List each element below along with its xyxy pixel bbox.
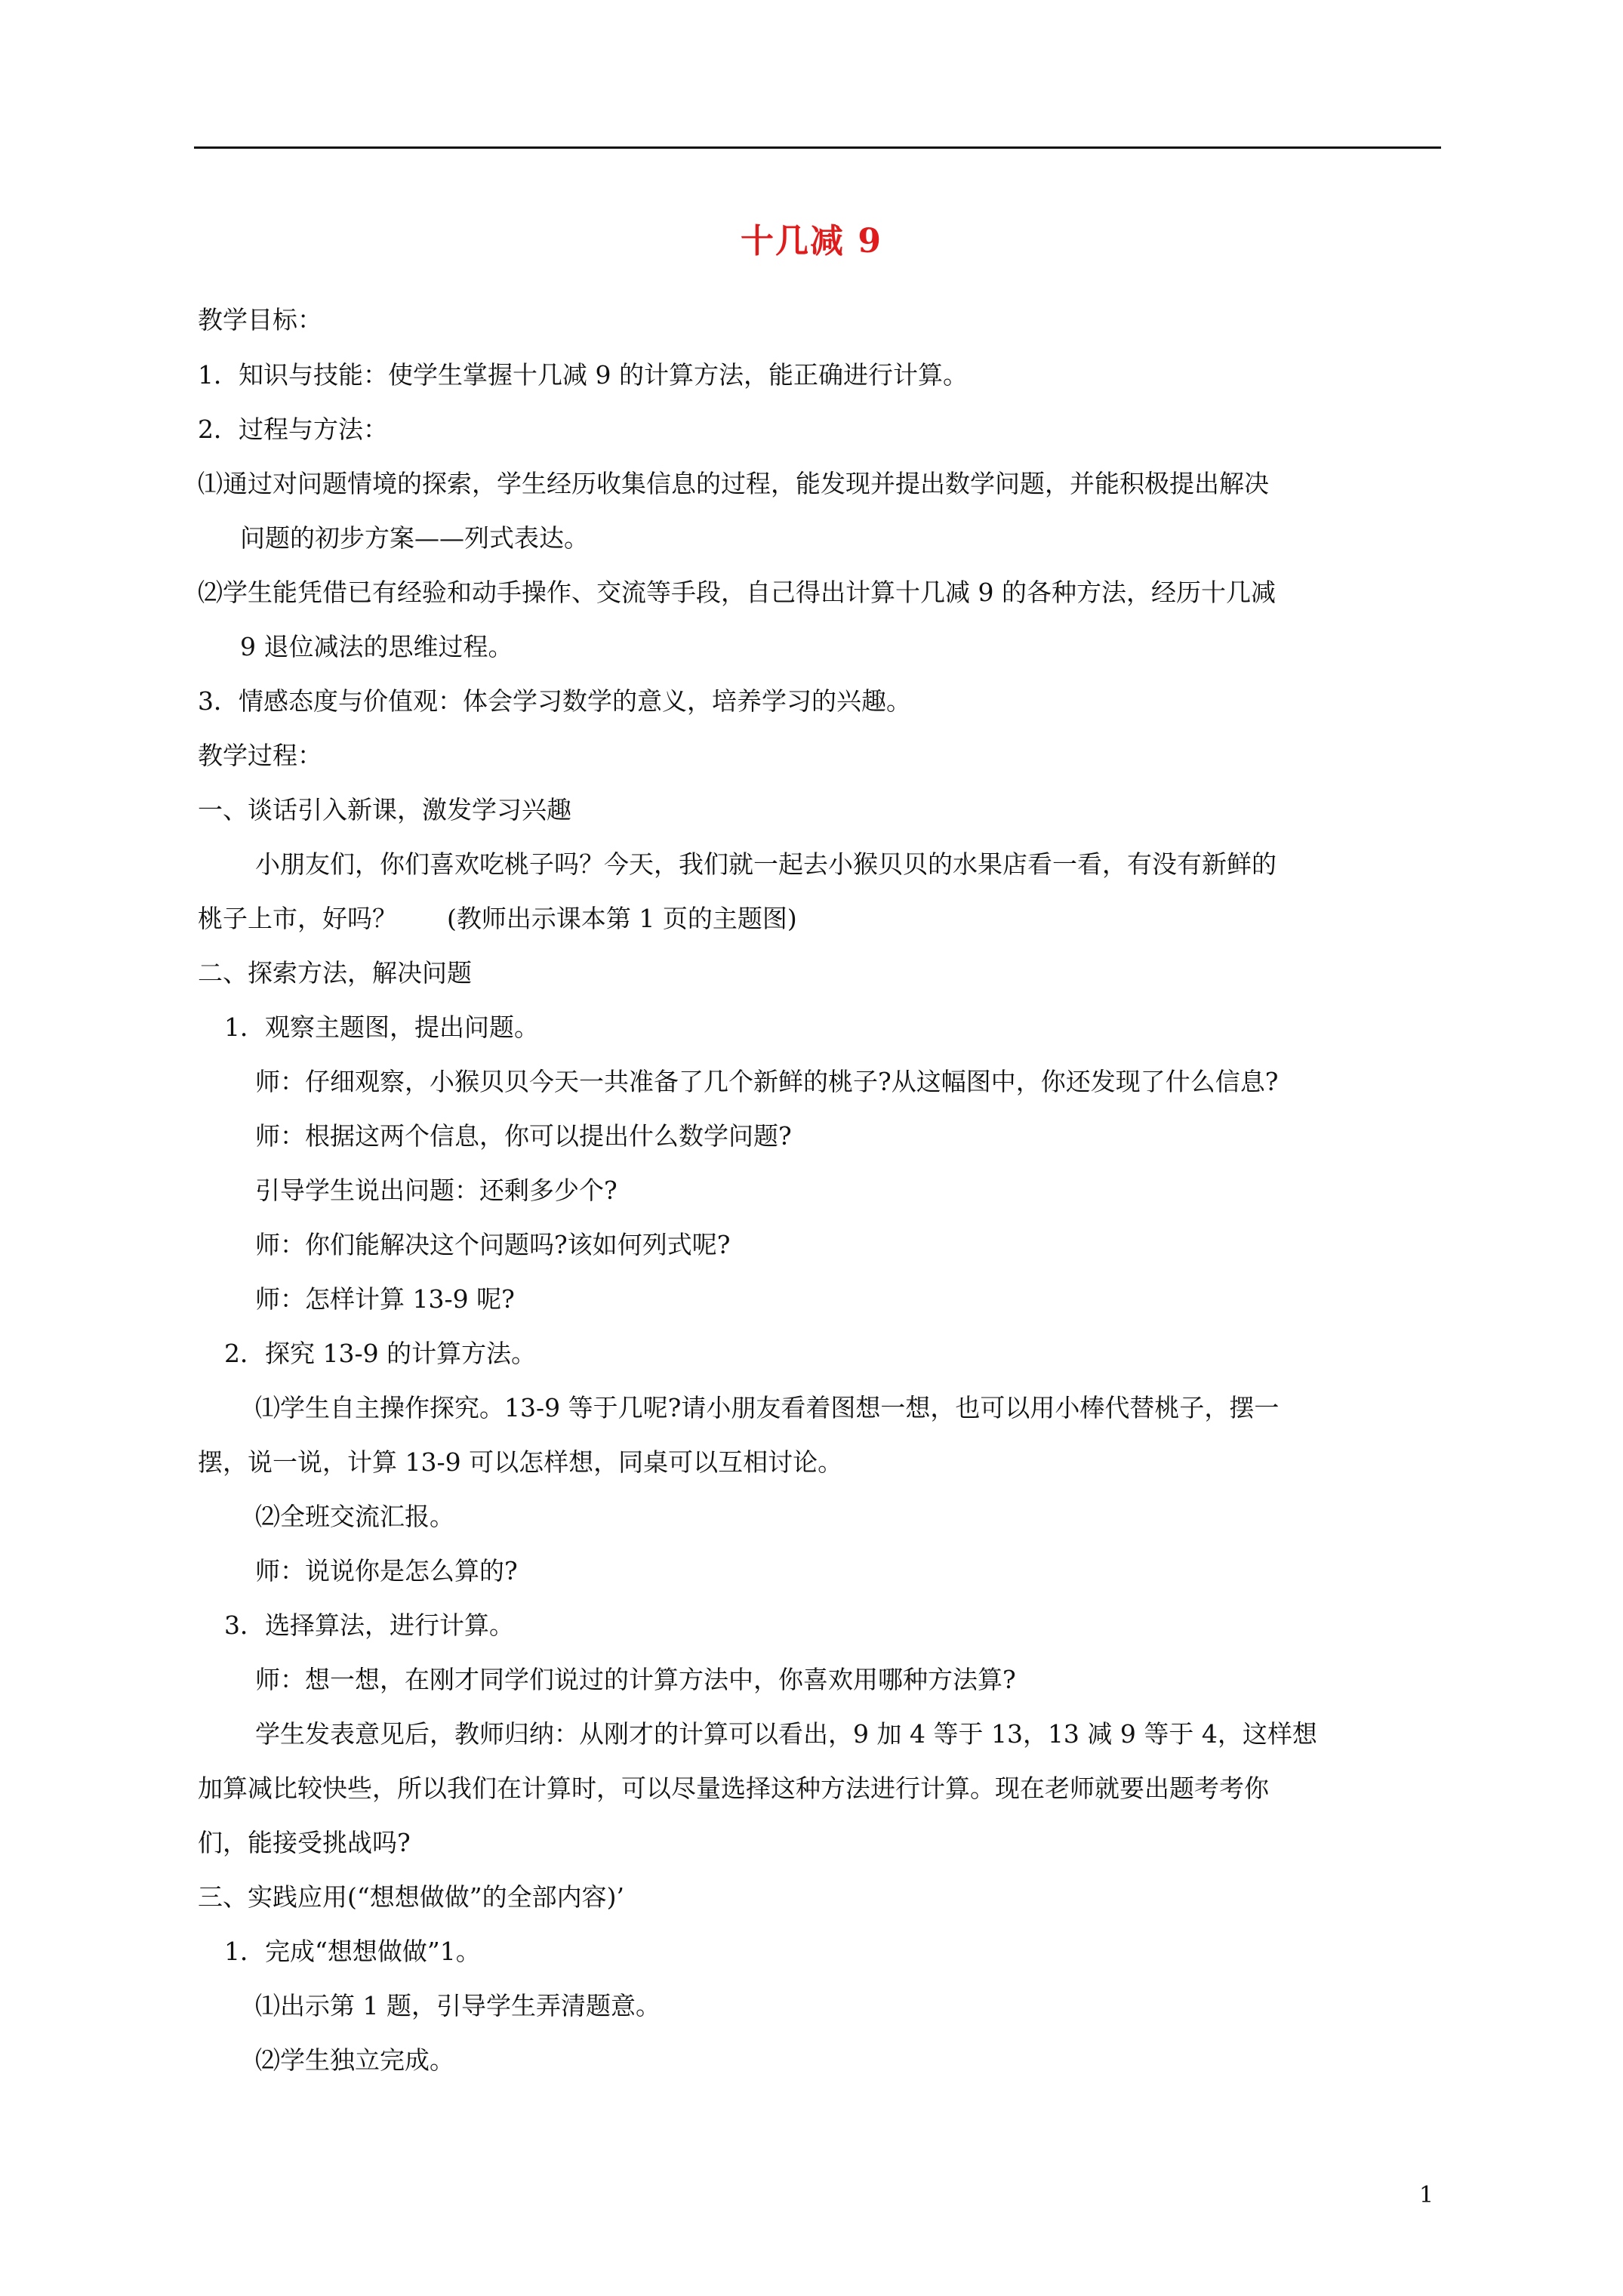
paragraph-line: ⑴出示第 1 题，引导学生弄清题意。 — [255, 1991, 661, 2020]
dialogue-line: 师：想一想，在刚才同学们说过的计算方法中，你喜欢用哪种方法算? — [255, 1665, 1016, 1694]
heading-part-3: 三、实践应用(“想想做做”的全部内容)’ — [198, 1882, 624, 1912]
dialogue-line: 师：仔细观察，小猴贝贝今天一共准备了几个新鲜的桃子?从这幅图中，你还发现了什么信息? — [255, 1067, 1279, 1096]
dialogue-line: 师：你们能解决这个问题吗?该如何列式呢? — [255, 1230, 731, 1259]
step-heading-2: 2．探究 13-9 的计算方法。 — [224, 1339, 537, 1368]
heading-part-2: 二、探索方法，解决问题 — [198, 958, 472, 988]
header-rule — [194, 146, 1441, 149]
paragraph-line: 们，能接受挑战吗? — [198, 1828, 411, 1857]
paragraph-line: ⑵全班交流汇报。 — [255, 1502, 454, 1531]
dialogue-line: 引导学生说出问题：还剩多少个? — [255, 1176, 617, 1205]
paragraph-line: ⑴学生自主操作探究。13-9 等于几呢?请小朋友看着图想一想，也可以用小棒代替桃子，摆一 — [255, 1393, 1280, 1422]
dialogue-line: 师：说说你是怎么算的? — [255, 1556, 518, 1586]
objective-2-item-1: ⑴通过对问题情境的探索，学生经历收集信息的过程，能发现并提出数学问题，并能积极提出解决 — [198, 469, 1269, 498]
objective-2: 2．过程与方法： — [198, 415, 388, 444]
objective-1: 1．知识与技能：使学生掌握十几减 9 的计算方法，能正确进行计算。 — [198, 360, 968, 390]
objective-2-item-2: ⑵学生能凭借已有经验和动手操作、交流等手段，自己得出计算十几减 9 的各种方法，经历十几减 — [198, 578, 1276, 607]
paragraph-line: ⑵学生独立完成。 — [255, 2045, 454, 2075]
section-label-objectives: 教学目标： — [198, 305, 322, 334]
objective-3: 3．情感态度与价值观：体会学习数学的意义，培养学习的兴趣。 — [198, 686, 911, 716]
heading-part-1: 一、谈话引入新课，激发学习兴趣 — [198, 795, 571, 824]
paragraph-line: 加算减比较快些，所以我们在计算时，可以尽量选择这种方法进行计算。现在老师就要出题考考你 — [198, 1774, 1269, 1803]
section-label-process: 教学过程： — [198, 741, 322, 770]
dialogue-line: 师：根据这两个信息，你可以提出什么数学问题? — [255, 1121, 792, 1151]
paragraph-line: 摆，说一说，计算 13-9 可以怎样想，同桌可以互相讨论。 — [198, 1447, 843, 1477]
document-title: 十几减 9 — [741, 222, 882, 260]
page-number: 1 — [1419, 2182, 1434, 2208]
paragraph-line: 学生发表意见后，教师归纳：从刚才的计算可以看出，9 加 4 等于 13，13 减 9 等于 4，这样想 — [255, 1719, 1317, 1749]
objective-2-item-2-cont: 9 退位减法的思维过程。 — [240, 632, 513, 661]
step-heading-3: 3．选择算法，进行计算。 — [224, 1610, 514, 1640]
paragraph-line: 小朋友们，你们喜欢吃桃子吗？今天，我们就一起去小猴贝贝的水果店看一看，有没有新鲜的 — [255, 849, 1277, 879]
paragraph-line: 桃子上市，好吗？ (教师出示课本第 1 页的主题图) — [198, 904, 797, 933]
objective-2-item-1-cont: 问题的初步方案——列式表达。 — [240, 523, 589, 553]
step-heading-1: 1．观察主题图，提出问题。 — [224, 1012, 539, 1042]
dialogue-line: 师：怎样计算 13-9 呢? — [255, 1284, 515, 1314]
step-heading-practice-1: 1．完成“想想做做”1。 — [224, 1937, 481, 1966]
